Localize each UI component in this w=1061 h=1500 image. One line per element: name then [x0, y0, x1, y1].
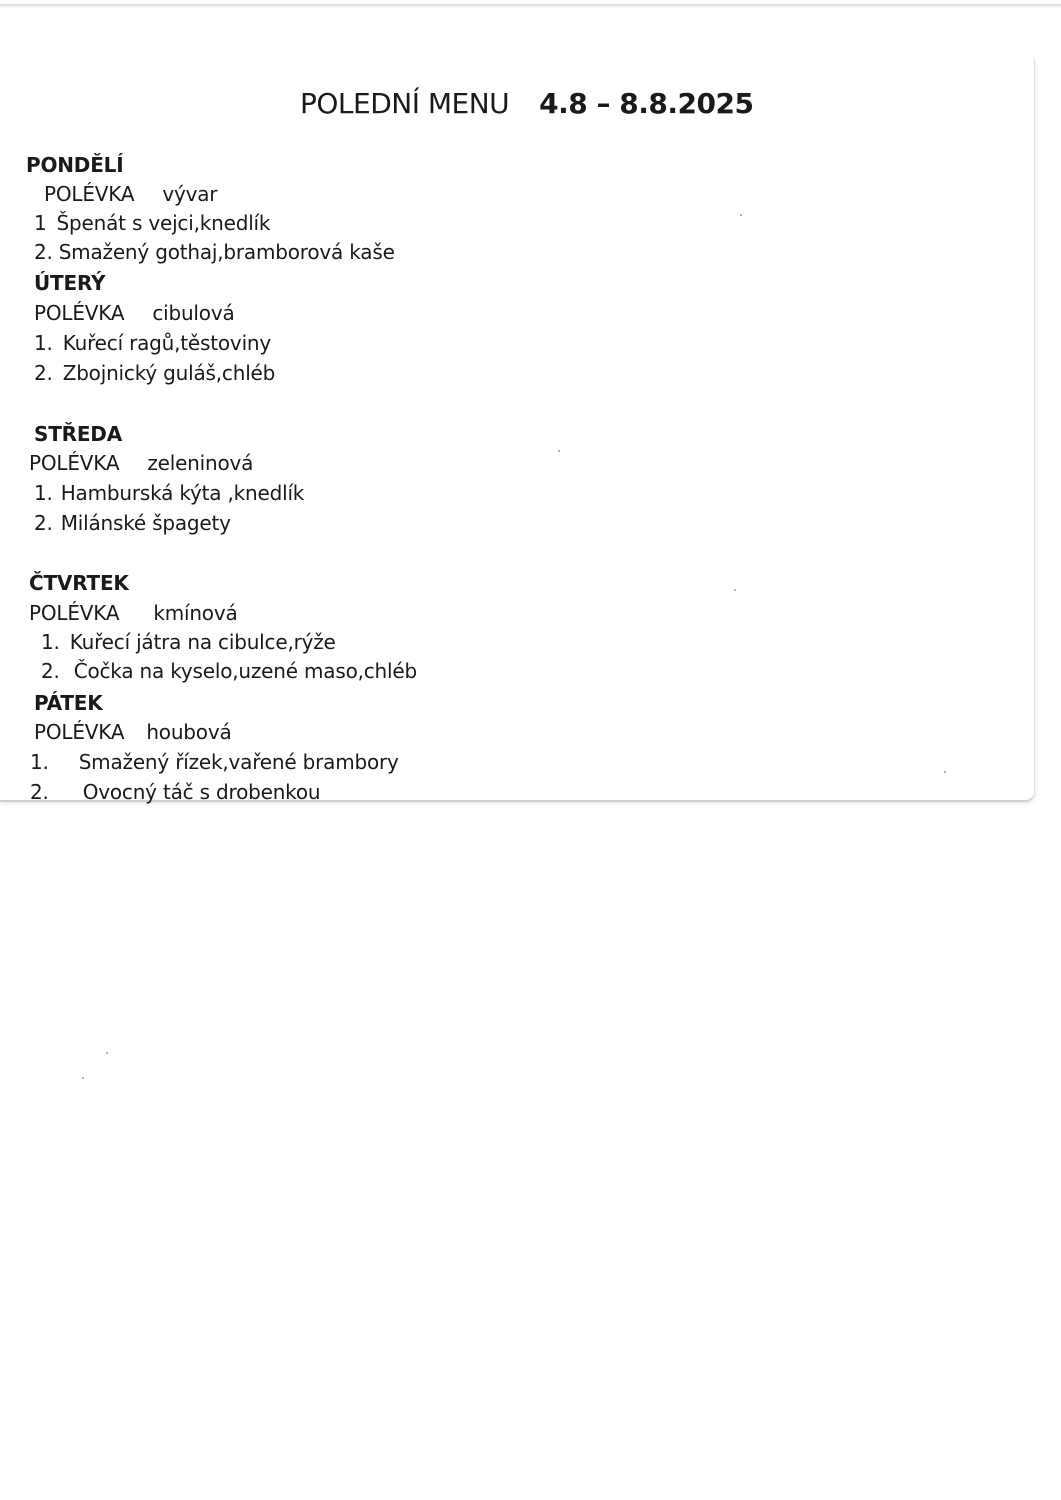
meal-text: Čočka na kyselo,uzené maso,chléb: [73, 659, 417, 683]
day-heading-friday: PÁTEK: [34, 691, 103, 715]
day-heading-tuesday: ÚTERÝ: [34, 271, 106, 295]
meal-number: 2.: [30, 780, 49, 804]
meal-number: 2.: [34, 511, 53, 535]
soup-line-friday: [34, 720, 232, 744]
scan-speck: [734, 589, 736, 591]
meal-line-monday-1: [34, 211, 270, 235]
meal-line-friday-2: [30, 780, 320, 804]
soup-line-monday: [44, 182, 217, 206]
meal-number: 1.: [34, 331, 53, 355]
soup-name: kmínová: [153, 601, 238, 625]
title-text: POLEDNÍ MENU: [300, 87, 510, 120]
soup-name: houbová: [146, 720, 232, 744]
scan-speck: [944, 771, 946, 773]
meal-line-thursday-1: [41, 630, 336, 654]
meal-line-wednesday-2: [34, 511, 231, 535]
meal-text: Kuřecí játra na cibulce,rýže: [69, 630, 336, 654]
meal-number: 2.: [34, 240, 53, 264]
soup-name: vývar: [162, 182, 218, 206]
soup-label: POLÉVKA: [29, 601, 120, 625]
meal-line-monday-2: [34, 240, 395, 264]
soup-line-thursday: [29, 601, 238, 625]
meal-text: Hamburská kýta ,knedlík: [60, 481, 305, 505]
meal-text: Kuřecí ragů,těstoviny: [62, 331, 272, 355]
meal-line-wednesday-1: [34, 481, 304, 505]
page-title: [300, 87, 753, 120]
day-heading-thursday: ČTVRTEK: [29, 571, 129, 595]
meal-line-tuesday-2: [34, 361, 275, 385]
meal-number: 2.: [34, 361, 53, 385]
scan-edge: [0, 4, 1061, 7]
meal-text: Smažený gothaj,bramborová kaše: [58, 240, 395, 264]
scan-speck: [558, 450, 560, 452]
soup-label: POLÉVKA: [44, 182, 135, 206]
meal-text: Špenát s vejci,knedlík: [56, 211, 271, 235]
meal-text: Smažený řízek,vařené brambory: [78, 750, 399, 774]
title-dates: 4.8 – 8.8.2025: [539, 87, 754, 120]
soup-name: cibulová: [152, 301, 235, 325]
meal-line-tuesday-1: [34, 331, 271, 355]
soup-name: zeleninová: [147, 451, 254, 475]
meal-number: 1.: [30, 750, 49, 774]
scan-speck: [106, 1052, 108, 1054]
soup-line-wednesday: [29, 451, 253, 475]
soup-label: POLÉVKA: [34, 720, 125, 744]
scan-speck: [82, 1077, 84, 1079]
meal-number: 1: [34, 211, 47, 235]
day-heading-monday: PONDĚLÍ: [26, 153, 124, 177]
menu-sheet: [0, 58, 1035, 802]
meal-text: Zbojnický guláš,chléb: [62, 361, 276, 385]
meal-text: Milánské špagety: [60, 511, 231, 535]
meal-line-thursday-2: [41, 659, 417, 683]
soup-label: POLÉVKA: [34, 301, 125, 325]
scan-speck: [740, 214, 742, 216]
meal-line-friday-1: [30, 750, 399, 774]
day-heading-wednesday: STŘEDA: [34, 422, 122, 446]
meal-text: Ovocný táč s drobenkou: [82, 780, 321, 804]
meal-number: 1.: [41, 630, 60, 654]
soup-label: POLÉVKA: [29, 451, 120, 475]
soup-line-tuesday: [34, 301, 235, 325]
meal-number: 2.: [41, 659, 60, 683]
meal-number: 1.: [34, 481, 53, 505]
